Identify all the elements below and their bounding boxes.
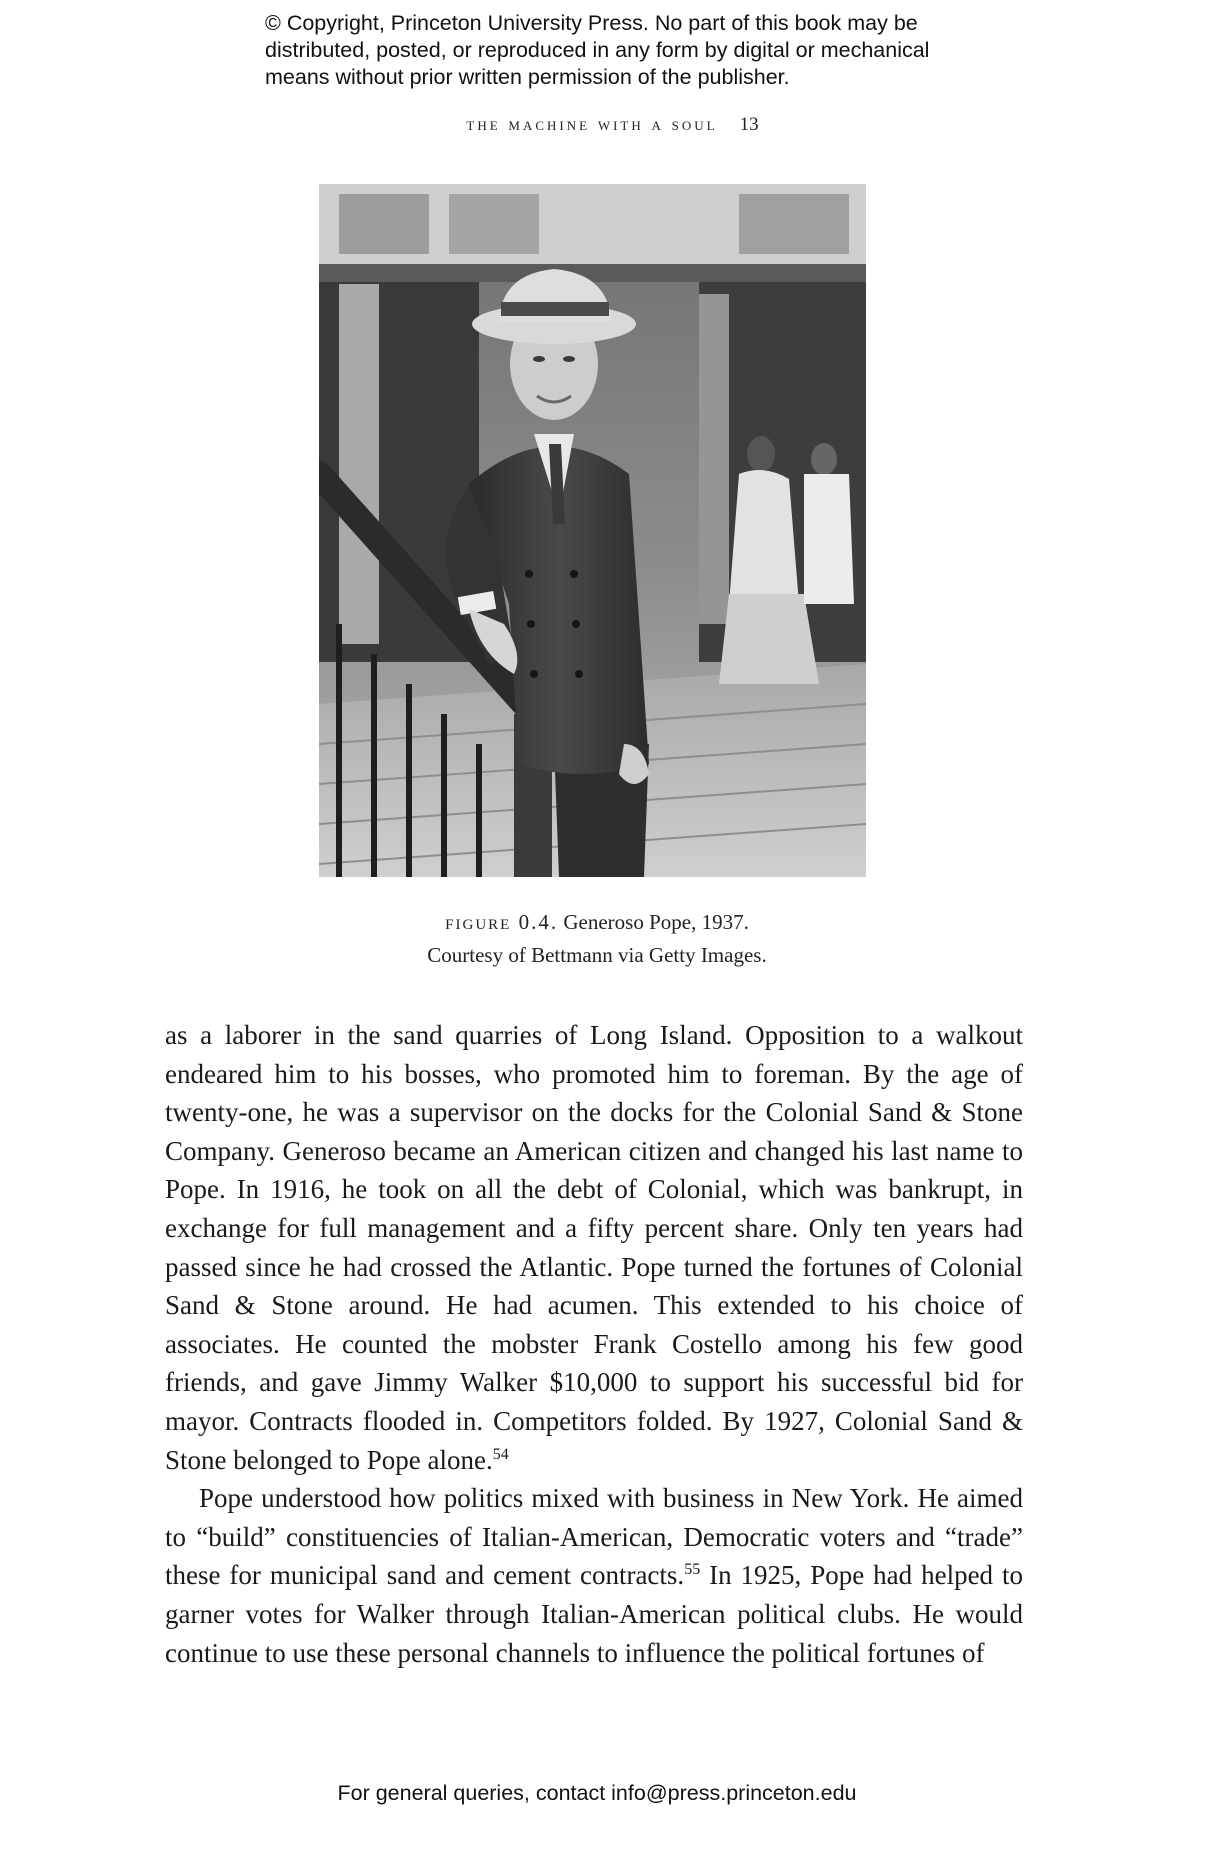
footnote-ref: 55: [684, 1561, 701, 1579]
running-head: [0, 114, 1225, 136]
copyright-line: distributed, posted, or reproduced in any form by digital or mechanical: [265, 38, 930, 62]
paragraph: [165, 1479, 1023, 1672]
copyright-notice: [265, 10, 1005, 91]
paragraph-text: In 1925, Pope had helped to garner votes for Walker through Italian-American political clubs. He would continue to use these personal channels to influence the political fortunes of: [165, 1560, 1023, 1668]
caption-line: [0, 906, 1194, 939]
running-head-title: the machine with a soul: [466, 114, 718, 135]
footnote-ref: 54: [492, 1445, 509, 1463]
paragraph-text: Pope understood how politics mixed with business in New York. He aimed to “build” constituencies of Italian-American, Democratic voters and “trade” these for municipal sand and cement contracts.: [165, 1483, 1023, 1591]
paragraph: [165, 1016, 1023, 1479]
figure-caption: [0, 906, 1194, 972]
figure-photo: [319, 184, 866, 877]
page-number: 13: [739, 114, 759, 135]
paragraph-text: as a laborer in the sand quarries of Long Island. Opposition to a walkout endeared him to his bosses, who promoted him to foreman. By the age of twenty-one, he was a supervisor on the docks for the Colonial Sand & Stone Company. Generoso became an American citizen and changed his last name to Pope. In 1916, he took on all the debt of Colonial, which was bankrupt, in exchange for full management and a fifty percent share. Only ten years had passed since he had crossed the Atlantic. Pope turned the fortunes of Colonial Sand & Stone around. He had acumen. This extended to his choice of associates. He counted the mobster Frank Costello among his few good friends, and gave Jimmy Walker $10,000 to support his successful bid for mayor. Contracts flooded in. Competitors folded. By 1927, Colonial Sand & Stone belonged to Pope alone.: [165, 1020, 1023, 1475]
copyright-line: means without prior written permission of the publisher.: [265, 65, 790, 89]
photo-illustration: [319, 184, 866, 877]
figure-label: figure 0.4.: [445, 910, 559, 934]
footer-contact: For general queries, contact info@press.princeton.edu: [337, 1781, 857, 1805]
copyright-line: © Copyright, Princeton University Press. No part of this book may be: [265, 11, 918, 35]
body-text: [165, 1016, 1023, 1672]
caption-text: Generoso Pope, 1937.: [563, 910, 749, 934]
photo-credit: Courtesy of Bettmann via Getty Images.: [427, 943, 767, 967]
